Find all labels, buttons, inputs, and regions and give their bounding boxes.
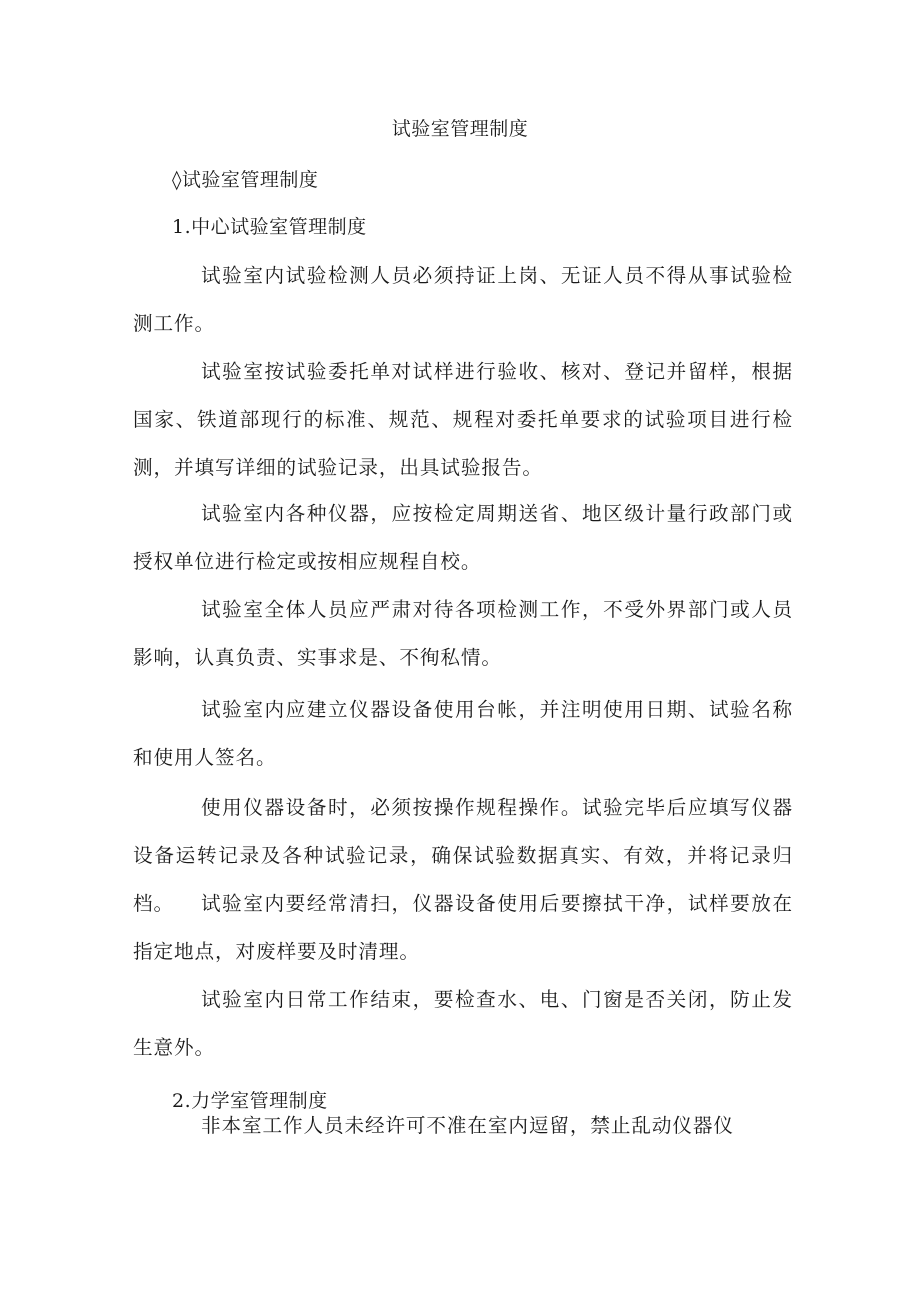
paragraph: 试验室内要经常清扫，仪器设备使用后要擦拭干净，试样要放在指定地点，对废样要及时清理。 (133, 892, 793, 963)
paragraph: 试验室内试验检测人员必须持证上岗、无证人员不得从事试验检测工作。 (133, 264, 793, 335)
section-marker: ◊试验室管理制度 (172, 169, 319, 191)
paragraph: 试验室内各种仪器，应按检定周期送省、地区级计量行政部门或授权单位进行检定或按相应规程自校。 (133, 502, 793, 573)
document-title: 试验室管理制度 (391, 118, 529, 140)
paragraph: 试验室内应建立仪器设备使用台帐，并注明使用日期、试验名称和使用人签名。 (133, 698, 793, 769)
section-1-heading: 1.中心试验室管理制度 (172, 216, 367, 238)
section-2-heading: 2.力学室管理制度 (172, 1090, 328, 1112)
paragraph: 试验室内日常工作结束，要检查水、电、门窗是否关闭，防止发生意外。 (133, 988, 793, 1059)
paragraph: 非本室工作人员未经许可不准在室内逗留，禁止乱动仪器仪 (201, 1114, 734, 1137)
paragraph: 使用仪器设备时，必须按操作规程操作。试验完毕后应填写仪器设备运转记录及各种试验记录，确保试验数据真实、有效，并将记录归档。 (133, 796, 793, 915)
paragraph: 试验室按试验委托单对试样进行验收、核对、登记并留样，根据国家、铁道部现行的标准、规范、规程对委托单要求的试验项目进行检测，并填写详细的试验记录，出具试验报告。 (133, 360, 793, 479)
paragraph: 试验室全体人员应严肃对待各项检测工作，不受外界部门或人员影响，认真负责、实事求是、不徇私情。 (133, 598, 793, 669)
